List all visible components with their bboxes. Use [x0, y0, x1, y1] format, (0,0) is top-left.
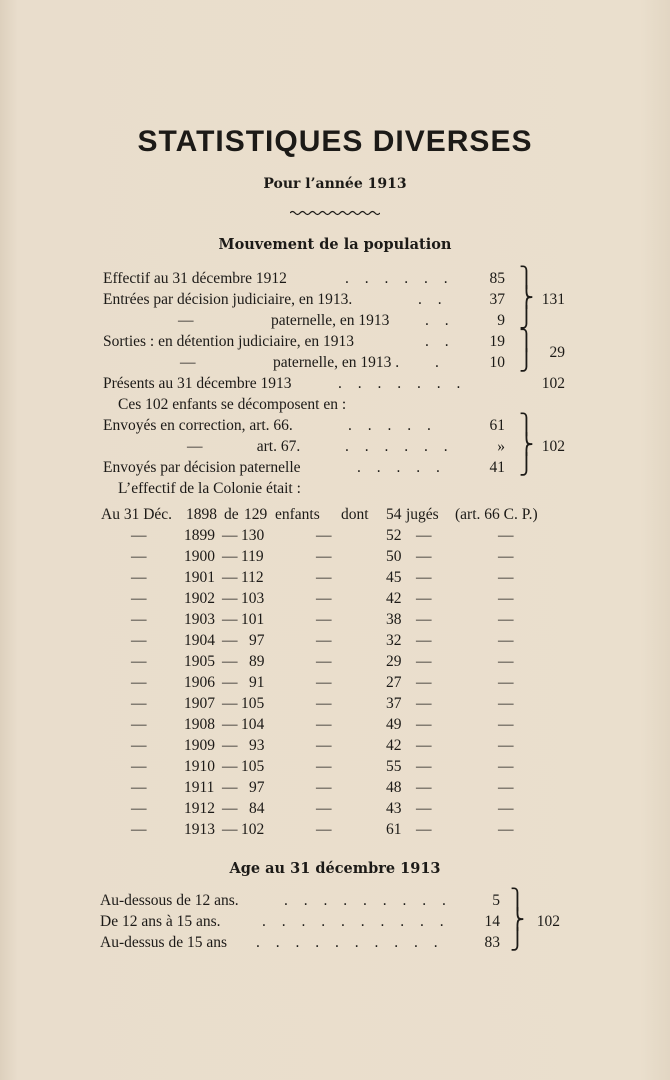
mouvement-line-value: 85: [489, 270, 505, 287]
range-dash: —: [222, 611, 238, 628]
table-row: [0, 527, 670, 548]
row-juges: 61: [386, 821, 402, 838]
ditto-dash: —: [416, 737, 432, 754]
brace-icon: ⎭: [519, 307, 534, 329]
mouvement-line-value: 10: [489, 354, 505, 371]
ditto-dash: —: [131, 632, 147, 649]
ditto-dash: —: [316, 653, 332, 670]
decompose-line-value: 41: [489, 459, 505, 476]
range-dash: —: [222, 653, 238, 670]
table-row: [0, 674, 670, 695]
row-count: 105: [241, 758, 265, 775]
ditto-dash: —: [131, 758, 147, 775]
ditto-dash: —: [416, 800, 432, 817]
mouvement-line-label: Entrées par décision judiciaire, en 1913.: [103, 291, 353, 308]
ditto-dash: —: [316, 527, 332, 544]
ditto-dash: —: [131, 569, 147, 586]
table-row: [0, 800, 670, 821]
row-year: 1912: [184, 800, 215, 817]
page-subtitle: Pour l’année 1913: [263, 176, 407, 192]
table-row: [0, 737, 670, 758]
mouvement-line-label: Effectif au 31 décembre 1912: [103, 270, 287, 287]
range-dash: —: [222, 716, 238, 733]
ditto-dash: —: [131, 611, 147, 628]
row-juges: 38: [386, 611, 402, 628]
range-dash: —: [222, 695, 238, 712]
ditto-dash: —: [416, 632, 432, 649]
row-year: 1910: [184, 758, 215, 775]
ditto-dash: —: [498, 674, 514, 691]
row-year: 1906: [184, 674, 215, 691]
leader-dots: . . . . . . . . . .: [262, 913, 450, 930]
decompose-line-label: Envoyés par décision paternelle: [103, 459, 301, 476]
row-juges: 37: [386, 695, 402, 712]
row-count: 91: [249, 674, 265, 691]
ditto-dash: —: [498, 758, 514, 775]
leader-dots: . . . . . . . . .: [284, 892, 452, 909]
ditto-dash: —: [498, 611, 514, 628]
first-row-prefix: Au 31 Déc.: [101, 506, 173, 523]
row-count: 119: [241, 548, 264, 565]
leader-dots: . .: [418, 291, 448, 308]
table-row: [0, 632, 670, 653]
wavy-rule-ornament: [290, 205, 380, 217]
row-juges: 32: [386, 632, 402, 649]
range-dash: —: [222, 590, 238, 607]
range-dash: —: [222, 821, 238, 838]
ditto-dash: —: [316, 779, 332, 796]
row-juges: 42: [386, 737, 402, 754]
mouvement-line-value: 37: [489, 291, 505, 308]
age-line-label: Au-dessus de 15 ans: [100, 934, 227, 951]
ditto-dash: —: [316, 695, 332, 712]
brace-icon: ⎭: [519, 350, 534, 372]
brace-icon: ⎬: [519, 434, 534, 456]
ditto-dash: —: [498, 779, 514, 796]
ditto-dash: —: [316, 758, 332, 775]
table-row: [0, 611, 670, 632]
row-count: 93: [249, 737, 265, 754]
leader-dots: . . . . . .: [345, 438, 454, 455]
effectif-intro: L’effectif de la Colonie était :: [118, 480, 301, 497]
ditto-dash: —: [416, 569, 432, 586]
brace-icon: ⎫: [519, 330, 534, 352]
brace-icon: ⎫: [519, 414, 534, 436]
age-total: 102: [536, 913, 560, 930]
leader-dots: . . . . .: [348, 417, 437, 434]
row-year: 1908: [184, 716, 215, 733]
decompose-line-label: Envoyés en correction, art. 66.: [103, 417, 293, 434]
age-line-value: 5: [492, 892, 500, 909]
presents-total: 102: [541, 375, 565, 392]
row-year: 1901: [184, 569, 215, 586]
ditto-dash: —: [316, 737, 332, 754]
ditto-dash: —: [316, 590, 332, 607]
table-row: [0, 653, 670, 674]
brace-icon: ⎫: [510, 889, 525, 911]
range-dash: —: [222, 737, 238, 754]
row-year: 1909: [184, 737, 215, 754]
table-row: [0, 779, 670, 800]
row-year: 1904: [184, 632, 215, 649]
first-row-enfants: enfants: [275, 506, 320, 523]
mouvement-line-value: 19: [489, 333, 505, 350]
ditto-dash: —: [316, 716, 332, 733]
row-juges: 29: [386, 653, 402, 670]
ditto-dash: —: [416, 674, 432, 691]
leader-dots: . .: [425, 312, 455, 329]
row-count: 97: [249, 632, 265, 649]
table-row: [0, 506, 670, 527]
decompose-total: 102: [541, 438, 565, 455]
row-count: 101: [241, 611, 265, 628]
total-entrees: 131: [541, 291, 565, 308]
table-row: [0, 569, 670, 590]
row-year: 1907: [184, 695, 215, 712]
ditto-dash: —: [416, 821, 432, 838]
ditto-dash: —: [498, 695, 514, 712]
leader-dots: . .: [425, 333, 455, 350]
row-juges: 49: [386, 716, 402, 733]
first-row-dont: dont: [341, 506, 369, 523]
leader-dots: . . . . . .: [345, 270, 454, 287]
ditto-dash: —: [131, 527, 147, 544]
range-dash: —: [222, 632, 238, 649]
range-dash: —: [222, 758, 238, 775]
mouvement-line-label: — paternelle, en 1913 .: [180, 354, 400, 371]
mouvement-line-label: Sorties : en détention judiciaire, en 1913: [103, 333, 354, 350]
ditto-dash: —: [416, 758, 432, 775]
range-dash: —: [222, 800, 238, 817]
table-row: [0, 716, 670, 737]
range-dash: —: [222, 527, 238, 544]
ditto-dash: —: [498, 632, 514, 649]
ditto-dash: —: [131, 590, 147, 607]
row-year: 1899: [184, 527, 215, 544]
ditto-dash: —: [131, 548, 147, 565]
ditto-dash: —: [416, 695, 432, 712]
ditto-dash: —: [498, 569, 514, 586]
row-count: 89: [249, 653, 265, 670]
row-count: 105: [241, 695, 265, 712]
mouvement-line-label: Présents au 31 décembre 1913: [103, 375, 292, 392]
ditto-dash: —: [131, 695, 147, 712]
decompose-intro: Ces 102 enfants se décomposent en :: [118, 396, 347, 413]
row-year: 1900: [184, 548, 215, 565]
leader-dots: . . . . . . .: [338, 375, 467, 392]
row-juges: 54: [386, 506, 402, 523]
age-line-value: 14: [484, 913, 500, 930]
ditto-dash: —: [498, 716, 514, 733]
row-year: 1898: [186, 506, 217, 523]
age-line-label: De 12 ans à 15 ans.: [100, 913, 221, 930]
ditto-dash: —: [316, 611, 332, 628]
leader-dots: . . . . .: [357, 459, 446, 476]
brace-icon: ⎫: [519, 267, 534, 289]
ditto-dash: —: [316, 569, 332, 586]
ditto-dash: —: [498, 800, 514, 817]
page-title: STATISTIQUES DIVERSES: [137, 125, 533, 158]
row-count: 129: [244, 506, 268, 523]
mouvement-line-label: — paternelle, en 1913: [178, 312, 390, 329]
row-year: 1903: [184, 611, 215, 628]
row-juges: 45: [386, 569, 402, 586]
range-dash: —: [222, 674, 238, 691]
table-row: [0, 758, 670, 779]
ditto-dash: —: [498, 821, 514, 838]
ditto-dash: —: [416, 716, 432, 733]
first-row-de: de: [224, 506, 239, 523]
ditto-dash: —: [498, 653, 514, 670]
age-line-value: 83: [484, 934, 500, 951]
leader-dots: .: [435, 354, 445, 371]
ditto-dash: —: [131, 821, 147, 838]
ditto-dash: —: [316, 674, 332, 691]
ditto-dash: —: [131, 716, 147, 733]
brace-icon: ⎬: [510, 909, 525, 931]
row-juges: 55: [386, 758, 402, 775]
ditto-dash: —: [316, 548, 332, 565]
ditto-dash: —: [498, 737, 514, 754]
age-line-label: Au-dessous de 12 ans.: [100, 892, 239, 909]
ditto-dash: —: [416, 548, 432, 565]
ditto-dash: —: [131, 800, 147, 817]
ditto-dash: —: [131, 779, 147, 796]
range-dash: —: [222, 548, 238, 565]
row-count: 97: [249, 779, 265, 796]
table-row: [0, 590, 670, 611]
row-juges: 50: [386, 548, 402, 565]
total-sorties: 29: [549, 344, 565, 361]
decompose-line-value: »: [497, 438, 505, 455]
decompose-line-value: 61: [489, 417, 505, 434]
row-juges: 27: [386, 674, 402, 691]
ditto-dash: —: [498, 590, 514, 607]
section-heading-mouvement: Mouvement de la population: [218, 236, 452, 253]
ditto-dash: —: [131, 653, 147, 670]
row-year: 1913: [184, 821, 215, 838]
row-year: 1911: [184, 779, 215, 796]
row-count: 130: [241, 527, 265, 544]
row-count: 103: [241, 590, 265, 607]
section-heading-age: Age au 31 décembre 1913: [229, 860, 441, 877]
ditto-dash: —: [498, 548, 514, 565]
row-year: 1905: [184, 653, 215, 670]
ditto-dash: —: [416, 653, 432, 670]
ditto-dash: —: [416, 527, 432, 544]
ditto-dash: —: [498, 527, 514, 544]
ditto-dash: —: [316, 632, 332, 649]
ditto-dash: —: [416, 779, 432, 796]
ditto-dash: —: [416, 590, 432, 607]
brace-icon: ⎭: [519, 454, 534, 476]
table-row: [0, 548, 670, 569]
mouvement-line-value: 9: [497, 312, 505, 329]
ditto-dash: —: [131, 737, 147, 754]
row-juges: 43: [386, 800, 402, 817]
decompose-line-label: — art. 67.: [187, 438, 301, 455]
range-dash: —: [222, 569, 238, 586]
ditto-dash: —: [316, 821, 332, 838]
brace-icon: ⎬: [519, 287, 534, 309]
row-count: 84: [249, 800, 265, 817]
row-count: 112: [241, 569, 264, 586]
row-count: 104: [241, 716, 265, 733]
brace-icon: ⎭: [510, 929, 525, 951]
row-juges: 42: [386, 590, 402, 607]
first-row-art: (art. 66 C. P.): [455, 506, 538, 523]
leader-dots: . . . . . . . . . .: [256, 934, 444, 951]
row-count: 102: [241, 821, 265, 838]
row-juges: 48: [386, 779, 402, 796]
row-year: 1902: [184, 590, 215, 607]
ditto-dash: —: [131, 674, 147, 691]
ditto-dash: —: [416, 611, 432, 628]
range-dash: —: [222, 779, 238, 796]
table-row: [0, 821, 670, 842]
table-row: [0, 695, 670, 716]
ditto-dash: —: [316, 800, 332, 817]
row-juges: 52: [386, 527, 402, 544]
first-row-juges-label: jugés: [406, 506, 439, 523]
